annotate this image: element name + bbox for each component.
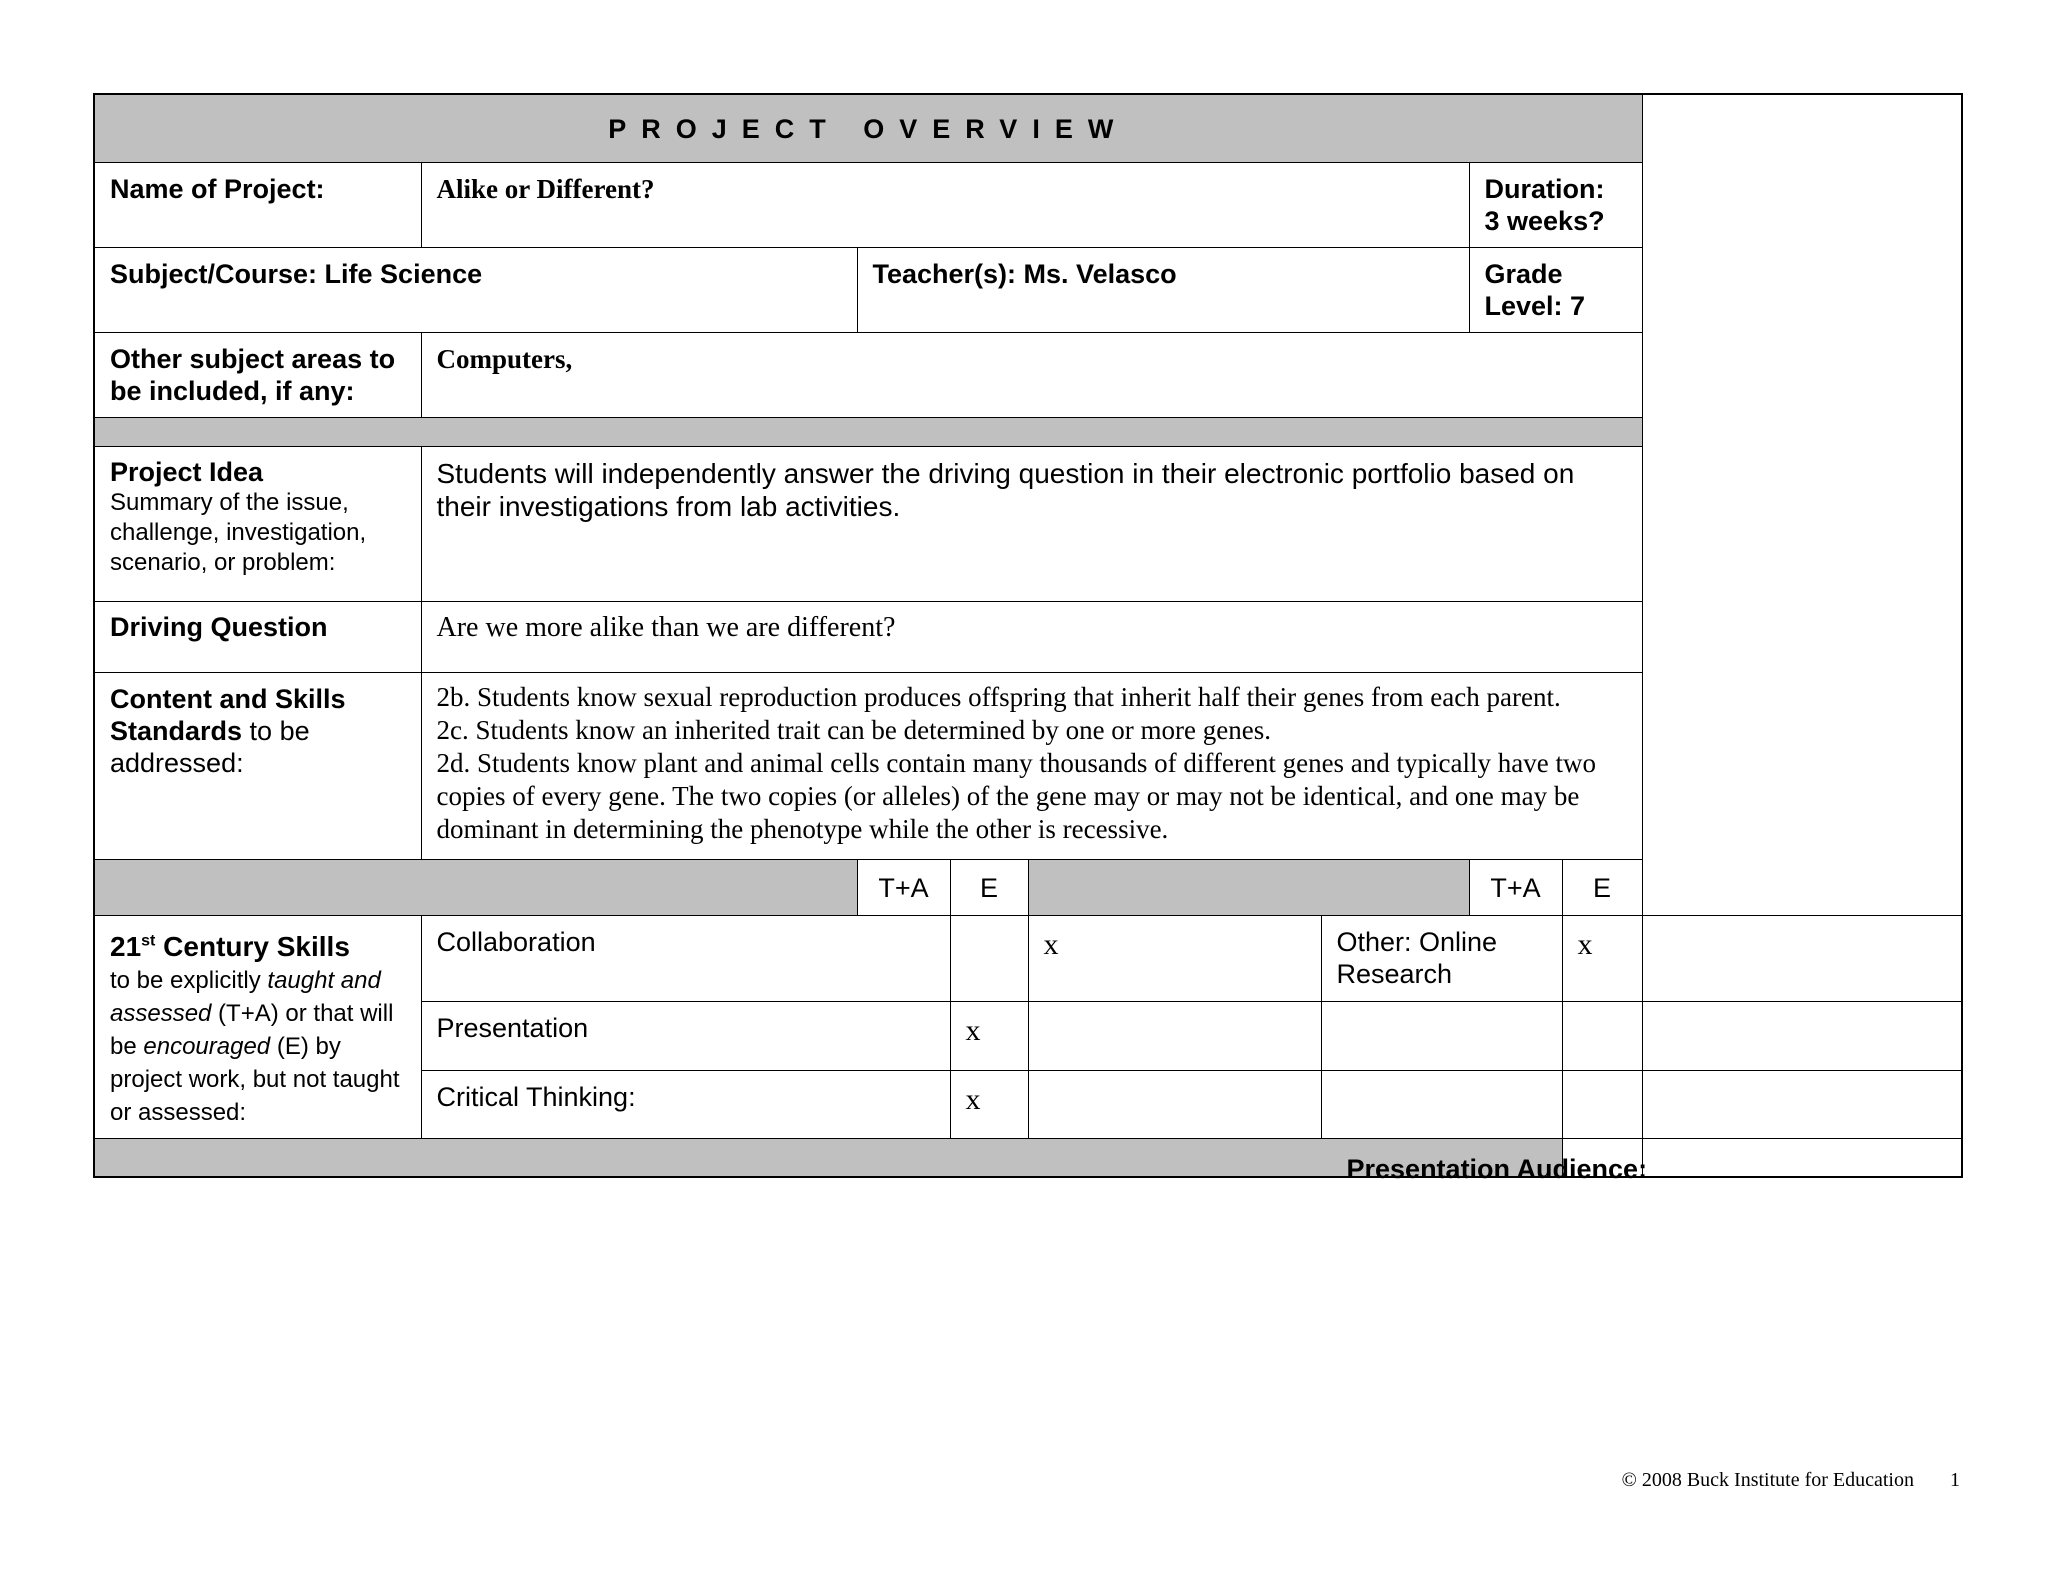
- teacher-field: Teacher(s): Ms. Velasco: [857, 248, 1469, 333]
- skill-e-mark: x: [1028, 916, 1321, 1002]
- standard-item: 2d. Students know plant and animal cells contain many thousands of different genes and typically have two copies of every gene. The two copies (or alleles) of the gene may or may not be identical, and one may be dominant in determining the phenotype while the other is recessive.: [436, 748, 1596, 844]
- ta-header-left: T+A: [857, 860, 950, 916]
- e-header-right: E: [1562, 860, 1642, 916]
- standards-label-rest: to be addressed:: [110, 716, 310, 778]
- skills-label-cell: [94, 916, 421, 1139]
- project-idea-label: Project Idea: [110, 457, 264, 487]
- grade-level-field: Grade Level: 7: [1469, 248, 1642, 333]
- standard-item: 2b. Students know sexual reproduction produces offspring that inherit half their genes from each parent.: [436, 682, 1561, 712]
- skill-name: Collaboration: [421, 916, 950, 1002]
- standards-label-cell: [94, 673, 421, 860]
- other-subjects-label: Other subject areas to be included, if any:: [94, 333, 421, 418]
- skills-description: to be explicitly taught and assessed (T+A) or that will be encouraged (E) by project work, but not taught or assessed:: [110, 967, 400, 1127]
- skill-ta-mark: x: [1562, 916, 1642, 1002]
- skill-ta-mark: [1562, 1001, 1642, 1070]
- skill-name: [1321, 1070, 1562, 1139]
- project-name-label: Name of Project:: [94, 163, 421, 248]
- skill-name: [1321, 1001, 1562, 1070]
- section-divider: [94, 418, 1642, 447]
- skill-ta-mark: [950, 916, 1028, 1002]
- e-header-left: E: [950, 860, 1028, 916]
- skills-label: 21st Century Skills: [110, 931, 350, 963]
- driving-question-label: Driving Question: [94, 602, 421, 673]
- subject-course-field: Subject/Course: Life Science: [94, 248, 857, 333]
- skill-name: Presentation: [421, 1001, 950, 1070]
- other-subjects-value: Computers,: [421, 333, 1642, 418]
- driving-question-value: Are we more alike than we are different?: [421, 602, 1642, 673]
- standards-label-bold: Content and Skills Standards: [110, 684, 346, 746]
- ta-header-right: T+A: [1469, 860, 1562, 916]
- skill-ta-mark: x: [950, 1001, 1028, 1070]
- duration-field: Duration: 3 weeks?: [1469, 163, 1642, 248]
- project-idea-sublabel: Summary of the issue, challenge, investigation, scenario, or problem:: [110, 489, 367, 576]
- skill-e-mark: [1642, 1070, 1962, 1139]
- standards-list: [421, 673, 1642, 860]
- skill-ta-mark: x: [950, 1070, 1028, 1139]
- standard-item: 2c. Students know an inherited trait can be determined by one or more genes.: [436, 715, 1271, 745]
- skills-header-spacer: [1028, 860, 1469, 916]
- copyright-text: © 2008 Buck Institute for Education: [1621, 1469, 1914, 1491]
- page-footer: [1622, 1469, 1960, 1492]
- project-overview-form: [93, 93, 1963, 1185]
- presentation-audience-label: Presentation Audience:: [1346, 1154, 1648, 1185]
- overview-table: [93, 93, 1963, 1185]
- skill-ta-mark: [1562, 1070, 1642, 1139]
- skills-header-spacer: [94, 860, 857, 916]
- skill-e-mark: [1642, 1001, 1962, 1070]
- skill-e-mark: [1028, 1070, 1321, 1139]
- page-title: PROJECT OVERVIEW: [94, 94, 1642, 163]
- presentation-audience-cell: [1346, 1139, 1648, 1185]
- skill-name: Other: Online Research: [1321, 916, 1562, 1002]
- skill-name: Critical Thinking:: [421, 1070, 950, 1139]
- project-name-value: Alike or Different?: [421, 163, 1469, 248]
- page-number: 1: [1950, 1469, 1960, 1491]
- project-idea-label-cell: [94, 447, 421, 602]
- project-idea-value: Students will independently answer the driving question in their electronic portfolio based on their investigations from lab activities.: [421, 447, 1642, 602]
- bottom-divider: [94, 1139, 1562, 1178]
- skill-e-mark: [1028, 1001, 1321, 1070]
- skill-e-mark: [1642, 916, 1962, 1002]
